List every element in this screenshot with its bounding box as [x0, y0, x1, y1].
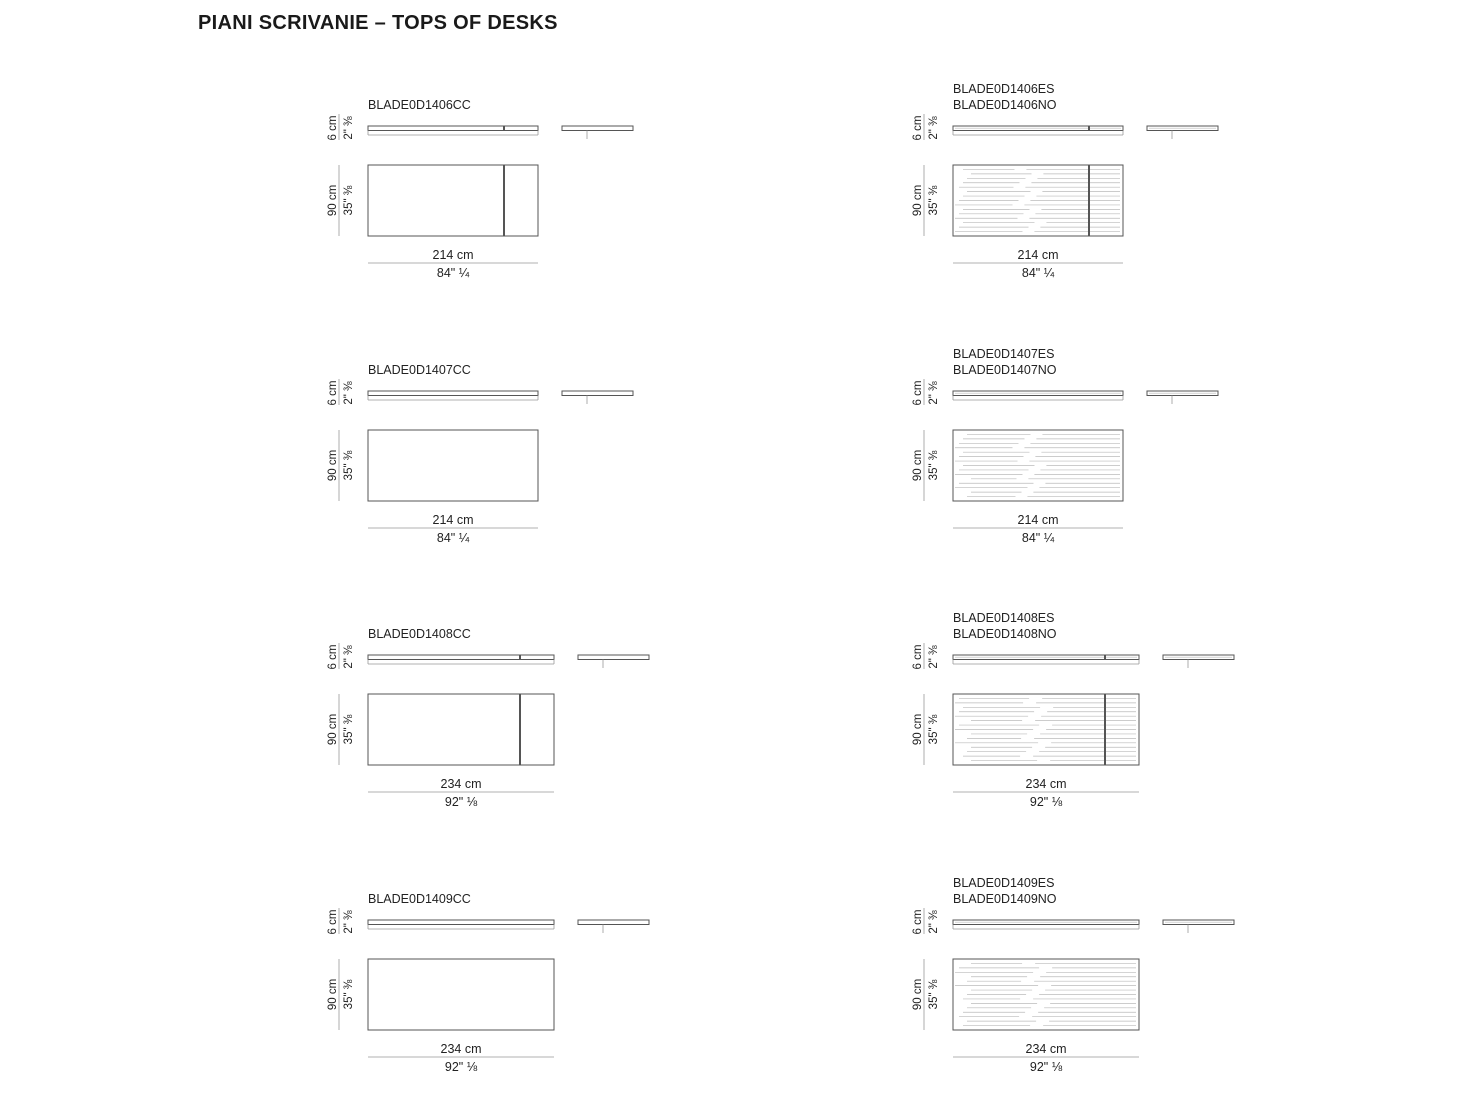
- product-code: BLADE0D1408NO: [953, 627, 1057, 641]
- svg-text:2" ⅜: 2" ⅜: [343, 116, 355, 140]
- width-cm: 234 cm: [440, 777, 482, 791]
- svg-text:2" ⅜: 2" ⅜: [928, 116, 940, 140]
- product-code: BLADE0D1409CC: [368, 892, 471, 906]
- svg-text:90 cm: 90 cm: [327, 978, 339, 1011]
- width-in: 92" ⅛: [1029, 1060, 1063, 1074]
- width-in: 92" ⅛: [444, 1060, 478, 1074]
- width-in: 92" ⅛: [1029, 795, 1063, 809]
- product-code: BLADE0D1407CC: [368, 363, 471, 377]
- width-in: 84" ¼: [436, 531, 470, 545]
- end-view: [578, 655, 649, 660]
- width-cm: 214 cm: [432, 248, 474, 262]
- svg-text:90 cm: 90 cm: [912, 184, 924, 217]
- thickness-dimension: [912, 116, 940, 141]
- depth-dimension: [912, 979, 940, 1010]
- width-in: 84" ¼: [1021, 266, 1055, 280]
- desk-drawing: [912, 347, 1218, 545]
- product-code: BLADE0D1408ES: [953, 611, 1055, 625]
- svg-text:2" ⅜: 2" ⅜: [928, 910, 940, 934]
- plan-view: [368, 165, 538, 236]
- svg-text:90 cm: 90 cm: [327, 713, 339, 746]
- svg-text:6 cm: 6 cm: [912, 644, 924, 670]
- svg-text:35" ⅜: 35" ⅜: [928, 979, 940, 1010]
- desk-drawing: [327, 892, 649, 1074]
- svg-text:90 cm: 90 cm: [912, 449, 924, 482]
- end-view: [578, 920, 649, 925]
- thickness-dimension: [327, 116, 355, 141]
- thickness-dimension: [327, 645, 355, 670]
- desk-drawing: [912, 611, 1234, 809]
- product-code: BLADE0D1409ES: [953, 876, 1055, 890]
- depth-dimension: [327, 185, 355, 216]
- product-code: BLADE0D1407ES: [953, 347, 1055, 361]
- depth-dimension: [912, 185, 940, 216]
- svg-text:90 cm: 90 cm: [912, 978, 924, 1011]
- width-in: 84" ¼: [1021, 531, 1055, 545]
- depth-dimension: [327, 979, 355, 1010]
- width-cm: 234 cm: [440, 1042, 482, 1056]
- width-cm: 214 cm: [1017, 248, 1059, 262]
- width-in: 92" ⅛: [444, 795, 478, 809]
- svg-text:90 cm: 90 cm: [327, 449, 339, 482]
- elevation-top: [368, 126, 538, 131]
- product-code: BLADE0D1408CC: [368, 627, 471, 641]
- svg-text:6 cm: 6 cm: [327, 644, 339, 670]
- svg-text:35" ⅜: 35" ⅜: [343, 185, 355, 216]
- depth-dimension: [912, 714, 940, 745]
- depth-dimension: [327, 450, 355, 481]
- plan-view: [368, 959, 554, 1030]
- desk-drawing: [327, 98, 633, 280]
- svg-text:35" ⅜: 35" ⅜: [343, 450, 355, 481]
- thickness-dimension: [327, 381, 355, 406]
- product-code: BLADE0D1406ES: [953, 82, 1055, 96]
- svg-text:6 cm: 6 cm: [327, 909, 339, 935]
- svg-text:2" ⅜: 2" ⅜: [928, 381, 940, 405]
- width-cm: 214 cm: [1017, 513, 1059, 527]
- width-in: 84" ¼: [436, 266, 470, 280]
- depth-dimension: [912, 450, 940, 481]
- svg-text:2" ⅜: 2" ⅜: [343, 910, 355, 934]
- svg-text:35" ⅜: 35" ⅜: [928, 450, 940, 481]
- page-title: PIANI SCRIVANIE – TOPS OF DESKS: [198, 12, 558, 34]
- svg-text:6 cm: 6 cm: [912, 380, 924, 406]
- svg-text:6 cm: 6 cm: [912, 909, 924, 935]
- svg-text:35" ⅜: 35" ⅜: [928, 185, 940, 216]
- svg-text:2" ⅜: 2" ⅜: [928, 645, 940, 669]
- svg-text:6 cm: 6 cm: [327, 115, 339, 141]
- elevation-top: [368, 655, 554, 660]
- width-cm: 214 cm: [432, 513, 474, 527]
- desk-drawing: [912, 82, 1218, 280]
- product-code: BLADE0D1406NO: [953, 98, 1057, 112]
- desk-drawing: [912, 876, 1234, 1074]
- desk-drawing: [327, 627, 649, 809]
- svg-text:35" ⅜: 35" ⅜: [343, 714, 355, 745]
- desk-drawing: [327, 363, 633, 545]
- product-code: BLADE0D1409NO: [953, 892, 1057, 906]
- thickness-dimension: [912, 910, 940, 935]
- svg-text:6 cm: 6 cm: [327, 380, 339, 406]
- elevation-top: [368, 920, 554, 925]
- end-view: [562, 391, 633, 396]
- svg-text:35" ⅜: 35" ⅜: [343, 979, 355, 1010]
- thickness-dimension: [327, 910, 355, 935]
- svg-text:90 cm: 90 cm: [912, 713, 924, 746]
- plan-view: [368, 694, 554, 765]
- depth-dimension: [327, 714, 355, 745]
- width-cm: 234 cm: [1025, 777, 1067, 791]
- svg-text:90 cm: 90 cm: [327, 184, 339, 217]
- svg-text:35" ⅜: 35" ⅜: [928, 714, 940, 745]
- thickness-dimension: [912, 381, 940, 406]
- width-cm: 234 cm: [1025, 1042, 1067, 1056]
- svg-text:2" ⅜: 2" ⅜: [343, 645, 355, 669]
- end-view: [562, 126, 633, 131]
- elevation-top: [368, 391, 538, 396]
- product-code: BLADE0D1407NO: [953, 363, 1057, 377]
- product-code: BLADE0D1406CC: [368, 98, 471, 112]
- plan-view: [368, 430, 538, 501]
- thickness-dimension: [912, 645, 940, 670]
- svg-text:6 cm: 6 cm: [912, 115, 924, 141]
- svg-text:2" ⅜: 2" ⅜: [343, 381, 355, 405]
